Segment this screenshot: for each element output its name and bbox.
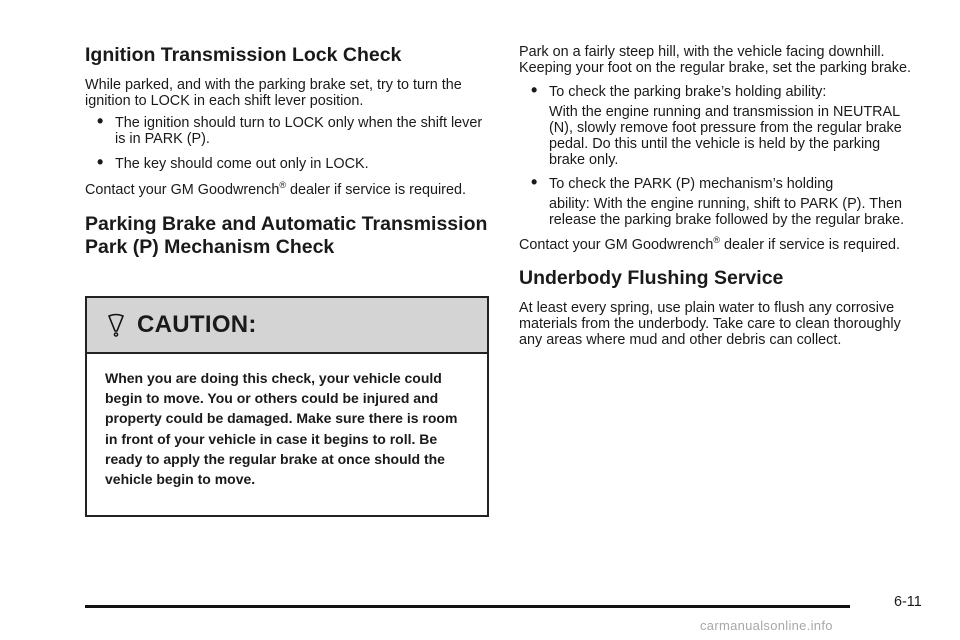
underbody-text: At least every spring, use plain water to flush any corrosive materials from the underbody. Take care to clean thoroughly any areas where mud and other debris can collect. bbox=[519, 300, 901, 348]
registered-mark: ® bbox=[713, 235, 720, 245]
caution-header bbox=[87, 298, 487, 354]
section-heading-ignition-lock: Ignition Transmission Lock Check bbox=[85, 44, 402, 66]
ignition-lock-intro: While parked, and with the parking brake set, try to turn the ignition to LOCK in each shift lever position. bbox=[85, 77, 462, 109]
bullet-item: • The ignition should turn to LOCK only when the shift lever is in PARK (P). bbox=[85, 115, 489, 147]
bullet-lead: • To check the PARK (P) mechanism’s holding bbox=[549, 176, 834, 192]
bullet-lead: • To check the parking brake’s holding ability: bbox=[549, 84, 827, 100]
watermark: carmanualsonline.info bbox=[700, 618, 833, 633]
page-number: 6-11 bbox=[894, 594, 922, 610]
ignition-lock-bullets bbox=[85, 115, 489, 172]
registered-mark: ® bbox=[279, 180, 286, 190]
caution-warning-icon bbox=[105, 313, 127, 337]
bullet-item bbox=[519, 176, 919, 228]
left-column bbox=[85, 44, 489, 259]
contact-pre: Contact your GM Goodwrench bbox=[85, 182, 280, 198]
contact-post: dealer if service is required. bbox=[724, 237, 900, 253]
section-heading-underbody: Underbody Flushing Service bbox=[519, 267, 784, 289]
caution-box bbox=[85, 296, 489, 517]
caution-text: When you are doing this check, your vehicle could begin to move. You or others could be injured and property could be damaged. Make sure there is room in front of your vehicle in case it begins to roll. Be ready to apply the regular brake at once should the vehicle begin to move. bbox=[105, 370, 458, 488]
footer-rule bbox=[85, 605, 850, 608]
section-heading-parking-brake: Parking Brake and Automatic Transmission Park (P) Mechanism Check bbox=[85, 213, 488, 258]
bullet-rest: With the engine running and transmission in NEUTRAL (N), slowly remove foot pressure from the regular brake pedal. Do this until the vehicle is held by the parking brake only. bbox=[549, 104, 902, 168]
right-column bbox=[519, 44, 919, 348]
contact-pre: Contact your GM Goodwrench bbox=[519, 237, 714, 253]
bullet-item bbox=[519, 84, 919, 168]
parking-check-intro: Park on a fairly steep hill, with the vehicle facing downhill. Keeping your foot on the regular brake, set the parking brake. bbox=[519, 44, 911, 76]
caution-title: CAUTION: bbox=[137, 311, 257, 338]
contact-dealer-text bbox=[85, 182, 489, 198]
contact-dealer-text bbox=[519, 237, 919, 253]
bullet-item: • The key should come out only in LOCK. bbox=[85, 156, 489, 172]
bullet-rest: ability: With the engine running, shift to PARK (P). Then release the parking brake followed by the regular brake. bbox=[549, 196, 905, 228]
contact-post: dealer if service is required. bbox=[290, 182, 466, 198]
parking-check-bullets bbox=[519, 84, 919, 228]
